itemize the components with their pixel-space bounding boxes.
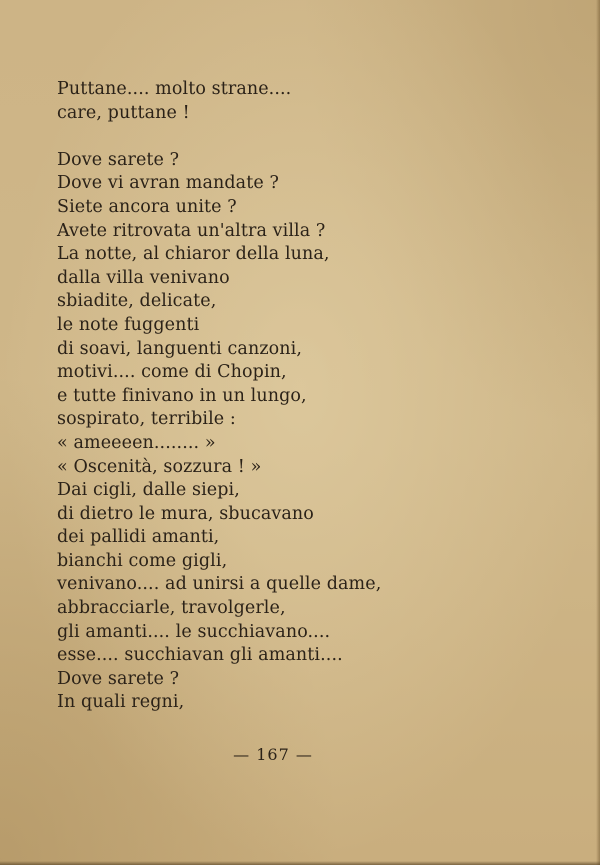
poem-line: gli amanti.... le succhiavano....	[57, 621, 331, 642]
poem-line: motivi.... come di Chopin,	[57, 362, 287, 383]
poem-line: di dietro le mura, sbucavano	[57, 503, 314, 524]
poem-line: In quali regni,	[57, 692, 185, 713]
poem-line: Siete ancora unite ?	[57, 196, 237, 217]
poem-line: La notte, al chiaror della luna,	[57, 244, 330, 265]
poem-line: Dove vi avran mandate ?	[57, 173, 279, 194]
poem-line: e tutte finivano in un lungo,	[57, 385, 307, 406]
poem-line: dei pallidi amanti,	[57, 527, 220, 548]
poem-line: « Oscenità, sozzura ! »	[57, 456, 262, 477]
poem-line: Dai cigli, dalle siepi,	[57, 480, 240, 501]
poem-line: Puttane.... molto strane....	[57, 79, 292, 99]
page-number: — 167 —	[233, 745, 313, 764]
poem-line: abbracciarle, travolgerle,	[57, 598, 286, 619]
poem-line: sospirato, terribile :	[57, 409, 236, 430]
poem-line: dalla villa venivano	[57, 267, 230, 288]
poem-line: esse.... succhiavan gli amanti....	[57, 645, 343, 666]
poem-line: le note fuggenti	[57, 314, 200, 335]
poem-line: care, puttane !	[57, 102, 190, 123]
stanza-break	[57, 125, 557, 149]
poem-line: « ameeeen........ »	[57, 432, 216, 453]
page-edge-shadow	[596, 0, 600, 865]
poem-line: Dove sarete ?	[57, 668, 180, 689]
poem-line: Avete ritrovata un'altra villa ?	[57, 220, 326, 241]
poem-line: bianchi come gigli,	[57, 550, 228, 571]
poem-line: sbiadite, delicate,	[57, 291, 217, 312]
poem-line: venivano.... ad unirsi a quelle dame,	[57, 574, 382, 595]
poem-line: di soavi, languenti canzoni,	[57, 338, 303, 359]
poem-line: Dove sarete ?	[57, 149, 180, 170]
page-bottom-edge	[0, 861, 600, 865]
poem-text	[57, 78, 557, 715]
